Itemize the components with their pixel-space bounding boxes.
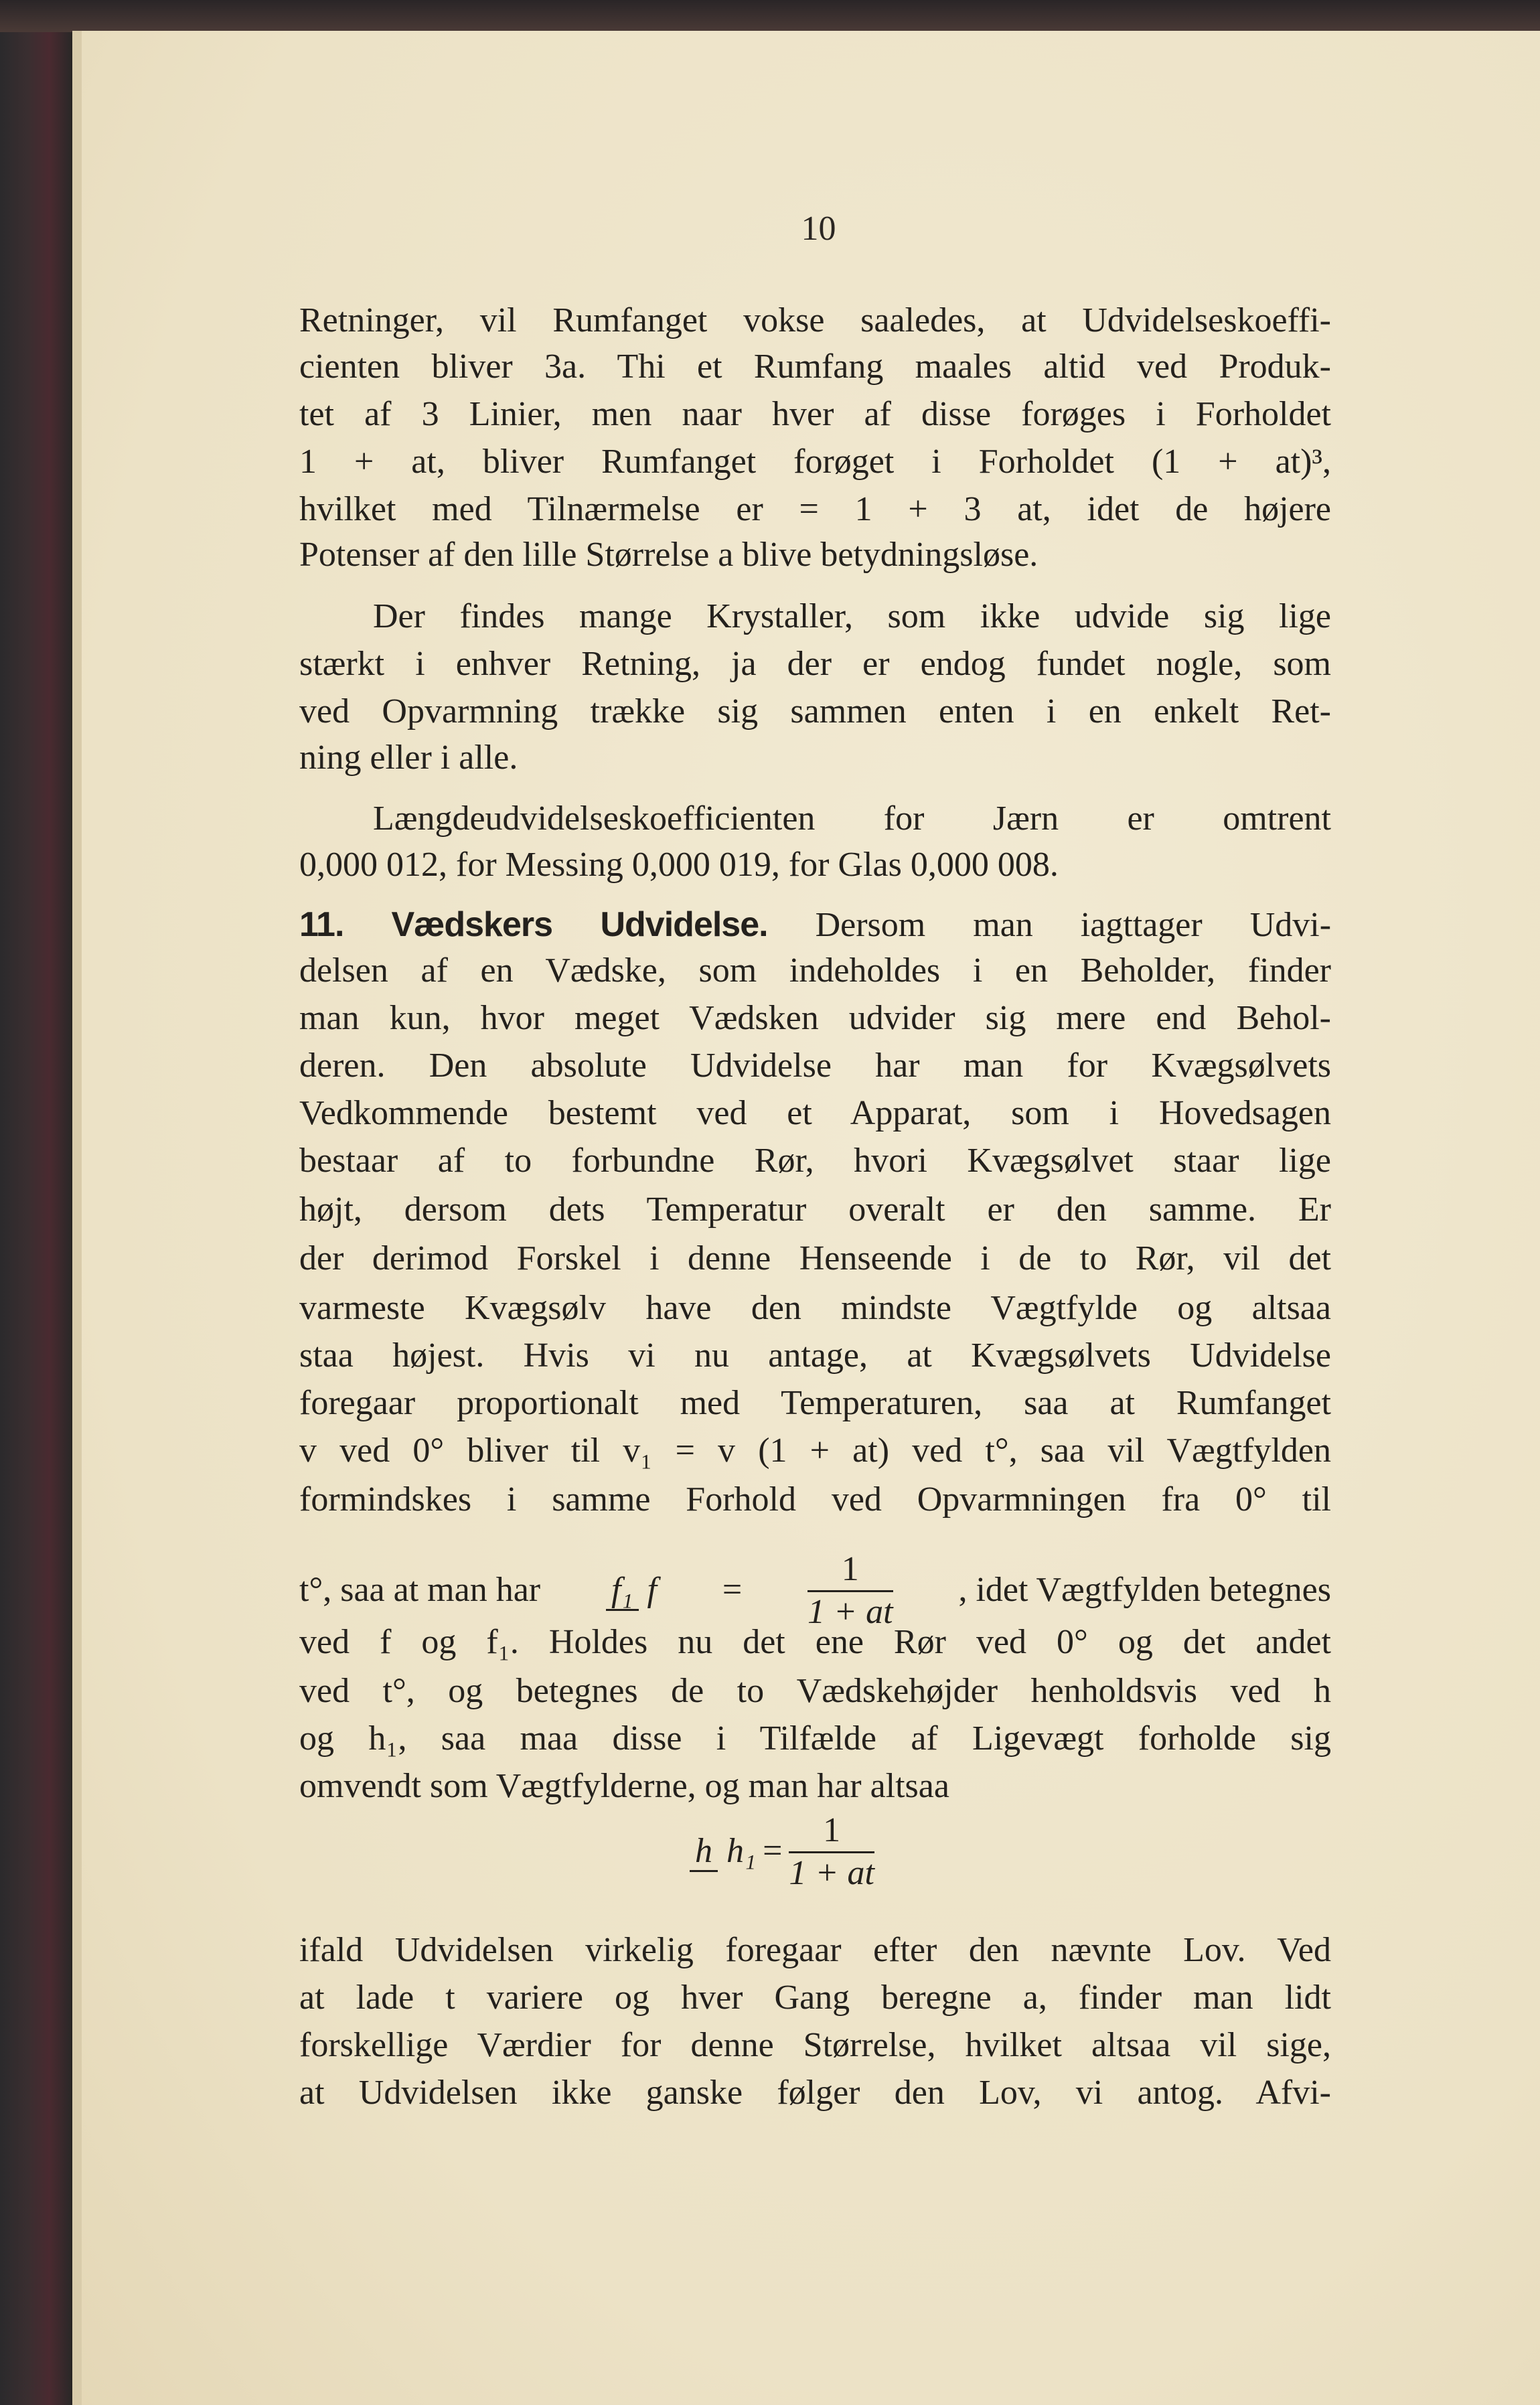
- text-line: ifald Udvidelsen virkelig foregaar efter den nævnte Lov. Ved: [299, 1931, 1331, 1969]
- denominator: h₁: [726, 1832, 757, 1870]
- text-line: der derimod Forskel i denne Henseende i de to Rør, vil det: [299, 1239, 1331, 1277]
- numerator: h: [690, 1832, 718, 1872]
- text-line: at lade t variere og hver Gang beregne a, finder man lidt: [299, 1979, 1331, 2017]
- text-line: ved f og f₁. Holdes nu det ene Rør ved 0° og det andet: [299, 1623, 1331, 1661]
- text-line: cienten bliver 3a. Thi et Rumfang maales altid ved Produk-: [299, 347, 1331, 386]
- fraction-1-over-1-plus-at: [789, 1810, 874, 1893]
- text-line: Længdeudvidelseskoefficienten for Jærn er omtrent: [373, 799, 1331, 838]
- text-line: Potenser af den lille Størrelse a blive betydningsløse.: [299, 536, 1038, 574]
- book-binding: [0, 0, 70, 2405]
- text-line: ved t°, og betegnes de to Vædskehøjder henholdsvis ved h: [299, 1672, 1331, 1710]
- book-cover-edge: [0, 0, 1540, 32]
- text-line: omvendt som Vægtfylderne, og man har altsaa: [299, 1767, 949, 1805]
- formula-1-trailing-text: , idet Vægtfylden betegnes: [958, 1571, 1331, 1609]
- text-line: 0,000 012, for Messing 0,000 019, for Glas 0,000 008.: [299, 846, 1059, 884]
- numerator: 1: [789, 1810, 874, 1853]
- numerator: f₁: [606, 1571, 639, 1611]
- text-line: og h₁, saa maa disse i Tilfælde af Ligevægt forholde sig: [299, 1719, 1331, 1758]
- fraction-1-over-1-plus-at: [807, 1549, 893, 1632]
- formula-1-lead-text: t°, saa at man har: [299, 1571, 541, 1609]
- text-line: at Udvidelsen ikke ganske følger den Lov, vi antog. Afvi-: [299, 2074, 1331, 2112]
- formula-line-2: [683, 1801, 951, 1902]
- fraction-h-over-h1: [690, 1831, 756, 1871]
- text-line: delsen af en Vædske, som indeholdes i en Beholder, finder: [299, 951, 1331, 990]
- page-number: 10: [801, 210, 836, 248]
- text-line: deren. Den absolute Udvidelse har man for Kvægsølvets: [299, 1046, 1331, 1085]
- text-line: Der findes mange Krystaller, som ikke udvide sig lige: [373, 597, 1331, 635]
- text-line: foregaar proportionalt med Temperaturen, saa at Rumfanget: [299, 1384, 1331, 1422]
- denominator: 1 + at: [789, 1853, 874, 1892]
- text-line: staa højest. Hvis vi nu antage, at Kvægsølvets Udvidelse: [299, 1336, 1331, 1375]
- page-gutter: [72, 31, 82, 2405]
- equals-sign: =: [722, 1571, 743, 1609]
- equals-sign: =: [763, 1832, 783, 1870]
- text-line: ved Opvarmning trække sig sammen enten i en enkelt Ret-: [299, 692, 1331, 730]
- text-line: hvilket med Tilnærmelse er = 1 + 3 at, idet de højere: [299, 490, 1331, 528]
- numerator: 1: [807, 1549, 893, 1592]
- text-line: v ved 0° bliver til v₁ = v (1 + at) ved t°, saa vil Vægtfylden: [299, 1431, 1331, 1470]
- section-first-line: [299, 905, 1331, 945]
- fraction-f1-over-f: [606, 1570, 657, 1610]
- text-line: man kun, hvor meget Vædsken udvider sig mere end Behol-: [299, 999, 1331, 1037]
- text-line: tet af 3 Linier, men naar hver af disse forøges i Forholdet: [299, 395, 1331, 433]
- text-line: 1 + at, bliver Rumfanget forøget i Forholdet (1 + at)³,: [299, 443, 1331, 481]
- text-line: varmeste Kvægsølv have den mindste Vægtfylde og altsaa: [299, 1289, 1331, 1327]
- text-line: formindskes i samme Forhold ved Opvarmningen fra 0° til: [299, 1480, 1331, 1519]
- text-line: forskellige Værdier for denne Størrelse, hvilket altsaa vil sige,: [299, 2026, 1331, 2064]
- section-number: 11.: [299, 905, 344, 944]
- text-line: bestaar af to forbundne Rør, hvori Kvægsølvet staar lige: [299, 1142, 1331, 1180]
- section-first-line-text: Dersom man iagttager Udvi-: [815, 906, 1332, 944]
- denominator: f: [647, 1571, 657, 1609]
- text-line: Vedkommende bestemt ved et Apparat, som i Hovedsagen: [299, 1094, 1331, 1132]
- section-heading: Vædskers Udvidelse.: [391, 905, 768, 944]
- text-line: ning eller i alle.: [299, 739, 518, 777]
- text-line: højt, dersom dets Temperatur overalt er den samme. Er: [299, 1190, 1331, 1229]
- text-line: Retninger, vil Rumfanget vokse saaledes, at Udvidelseskoeffi-: [299, 301, 1331, 339]
- text-line: stærkt i enhver Retning, ja der er endog fundet nogle, som: [299, 645, 1331, 683]
- denominator: 1 + at: [807, 1592, 893, 1631]
